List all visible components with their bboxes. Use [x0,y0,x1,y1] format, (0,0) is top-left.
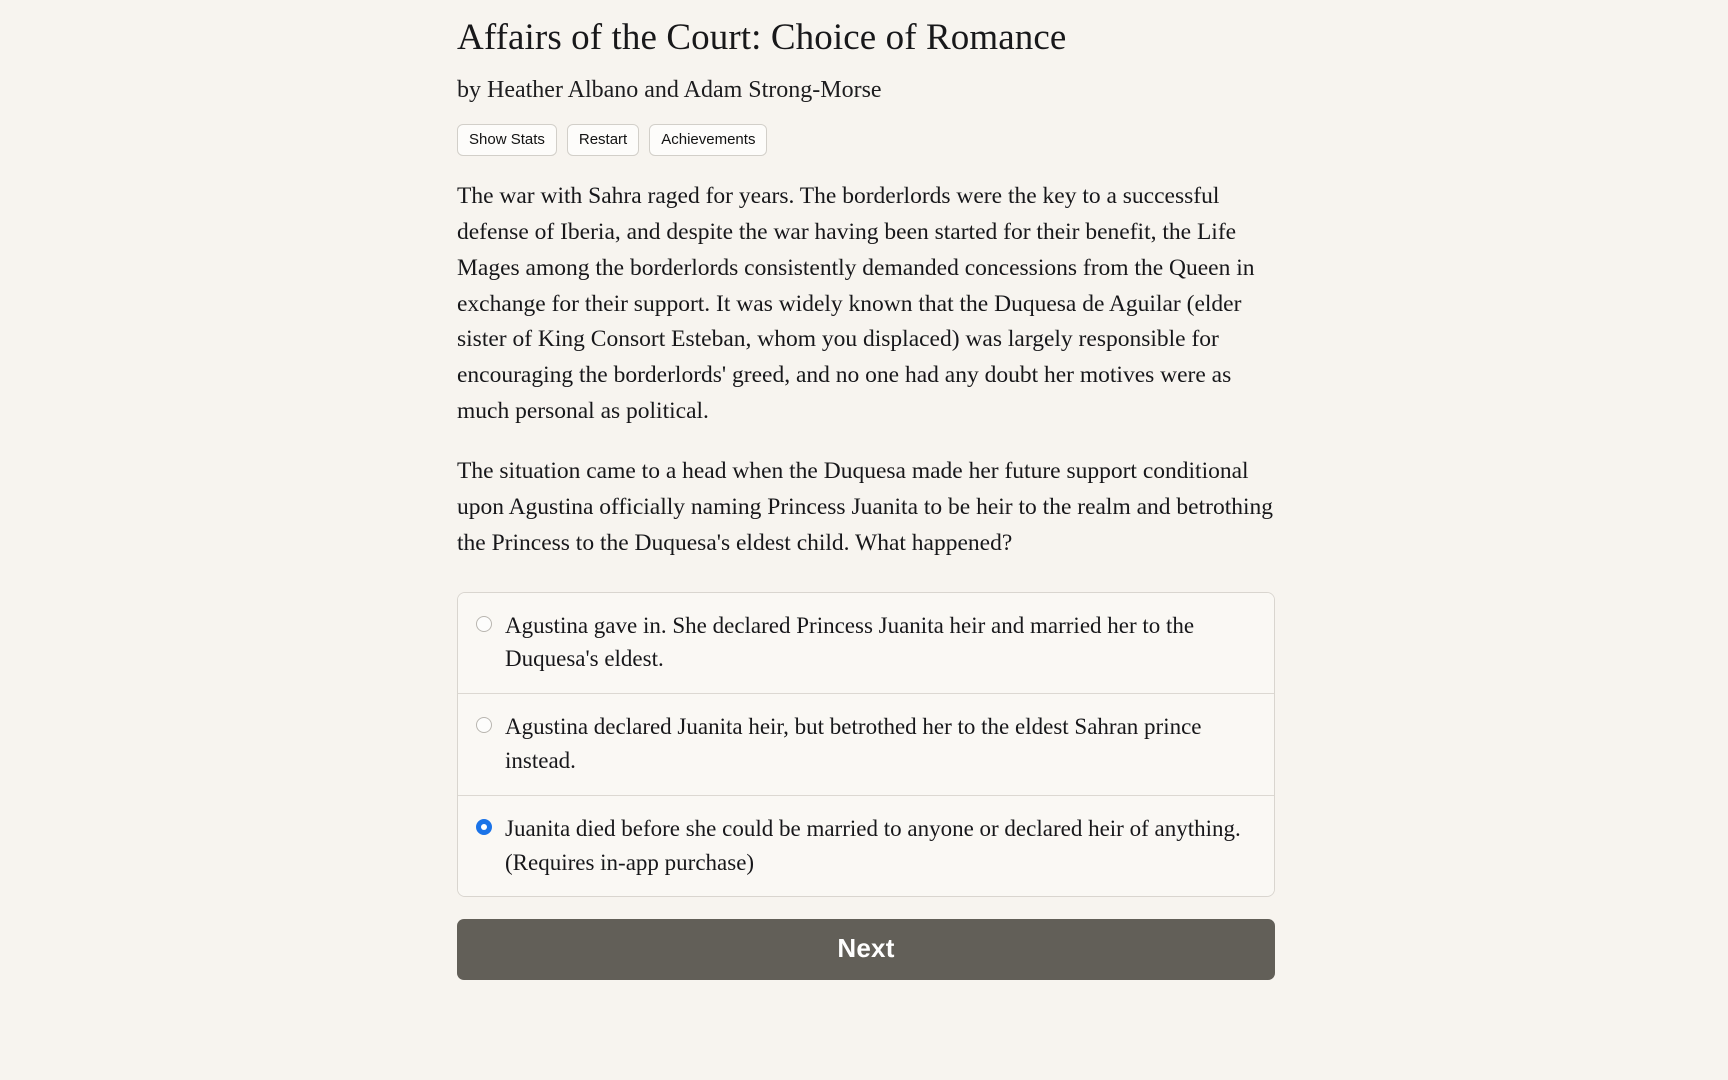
show-stats-button[interactable]: Show Stats [457,124,557,156]
radio-icon-selected[interactable] [476,819,492,835]
choice-option-label: Juanita died before she could be married to anyone or declared heir of anything. (Requires in-app purchase) [505,815,1241,875]
story-text [457,179,1275,561]
next-button[interactable]: Next [457,919,1275,980]
game-content-column [457,0,1275,980]
choice-option-label: Agustina declared Juanita heir, but betrothed her to the eldest Sahran prince instead. [505,714,1202,774]
choice-list [457,592,1275,898]
choice-option-2[interactable] [458,693,1274,795]
choice-option-1[interactable] [458,593,1274,694]
radio-icon[interactable] [476,717,492,733]
game-toolbar [457,124,1275,156]
radio-icon[interactable] [476,616,492,632]
page-title: Affairs of the Court: Choice of Romance [457,17,1067,58]
story-paragraph: The situation came to a head when the Duquesa made her future support conditional upon Agustina officially naming Princess Juanita to be heir to the realm and betrothing the Princess to the Duquesa's eldest child. What happened? [457,458,1274,556]
achievements-button[interactable]: Achievements [649,124,767,156]
story-paragraph: The war with Sahra raged for years. The borderlords were the key to a successful defense of Iberia, and despite the war having been started for their benefit, the Life Mages among the borderlords consistently demanded concessions from the Queen in exchange for their support. It was widely known that the Duquesa de Aguilar (elder sister of King Consort Esteban, whom you displaced) was largely responsible for encouraging the borderlords' greed, and no one had any doubt her motives were as much personal as political. [457,183,1255,424]
choice-option-3[interactable] [458,795,1274,897]
restart-button[interactable]: Restart [567,124,639,156]
author-byline: by Heather Albano and Adam Strong-Morse [457,76,882,103]
choice-option-label: Agustina gave in. She declared Princess Juanita heir and married her to the Duquesa's eldest. [505,612,1195,672]
